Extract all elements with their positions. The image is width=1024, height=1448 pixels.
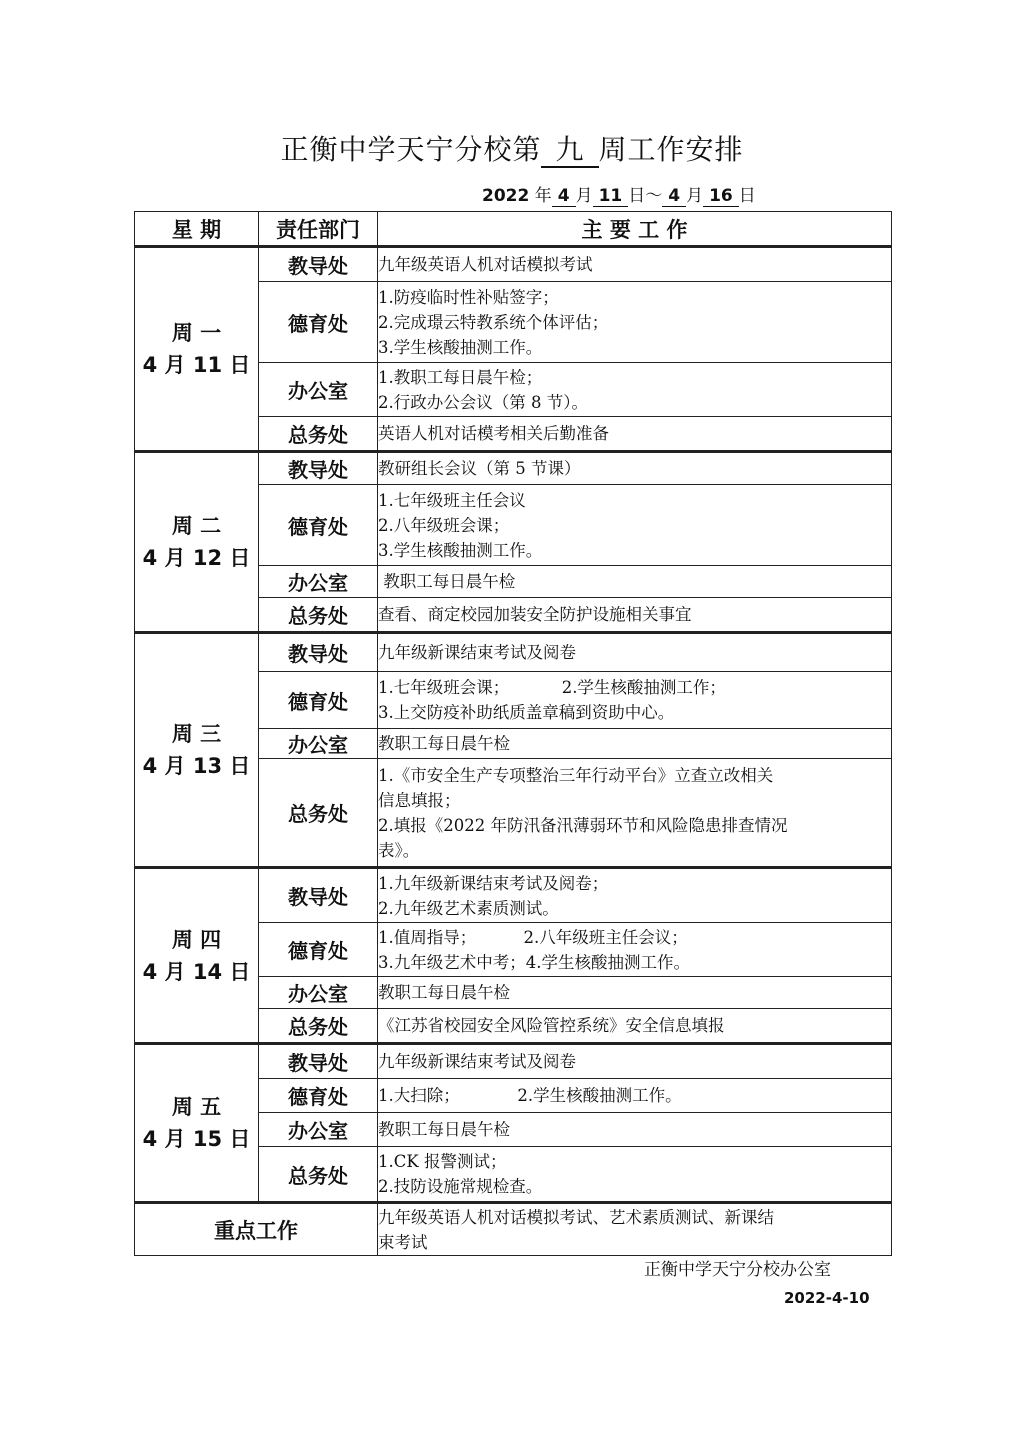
work-line: 1.《市安全生产专项整治三年行动平台》立查立改相关 [378,765,774,785]
dept-cell: 总务处 [259,417,378,452]
work-line: 教职工每日晨午检 [378,572,516,591]
footer-office: 正衡中学天宁分校办公室 [644,1260,831,1280]
work-line: 1.七年级班会课； 2.学生核酸抽测工作； [378,678,726,697]
work-line: 2.填报《2022 年防汛备汛薄弱环节和风险隐患排查情况 [378,815,788,835]
work-cell [378,759,892,868]
work-line: 2.技防设施常规检查。 [378,1177,543,1196]
work-line: 九年级英语人机对话模拟考试 [378,255,593,274]
focus-label: 重点工作 [135,1203,378,1256]
day-date: 4 月 11 日 [142,353,251,377]
day-cell [135,633,259,868]
work-cell [378,977,892,1009]
dept-cell: 办公室 [259,363,378,417]
dept-cell: 总务处 [259,759,378,868]
dept-cell: 总务处 [259,1147,378,1203]
dept-cell: 教导处 [259,633,378,672]
dept-cell: 教导处 [259,247,378,282]
date-day-label: 日～ [628,186,663,206]
work-line: 九年级新课结束考试及阅卷 [378,643,576,662]
table-row [135,1044,892,1079]
dept-cell: 办公室 [259,1113,378,1147]
day-name: 周 五 [171,1095,222,1119]
title-suffix: 周工作安排 [598,133,744,166]
day-date: 4 月 13 日 [142,754,251,778]
day-name: 周 四 [171,927,222,952]
work-cell [378,452,892,485]
header-dept: 责任部门 [259,212,378,247]
work-cell [378,729,892,759]
focus-work [378,1203,892,1256]
work-cell [378,566,892,598]
work-cell [378,417,892,452]
dept-cell: 德育处 [259,672,378,729]
date-start-month: 4 [552,187,576,207]
date-end-month: 4 [662,187,686,207]
work-cell [378,282,892,363]
work-line: 2.完成璟云特教系统个体评估； [378,312,609,332]
work-line: 3.九年级艺术中考；4.学生核酸抽测工作。 [378,952,690,972]
work-cell [378,1147,892,1203]
work-line: 3.上交防疫补助纸质盖章稿到资助中心。 [378,703,675,722]
work-line: 1.值周指导； 2.八年级班主任会议； [378,927,688,947]
focus-row [135,1203,892,1256]
work-line: 教职工每日晨午检 [378,1120,510,1139]
date-start-day: 11 [593,187,629,207]
date-month-label: 月 [686,186,704,206]
title-prefix: 正衡中学天宁分校第 [280,133,542,166]
work-line: 表》。 [378,840,420,860]
dept-cell: 德育处 [259,923,378,977]
footer-date: 2022-4-10 [784,1289,870,1307]
work-line: 2.八年级班会课； [378,515,510,535]
dept-cell: 办公室 [259,977,378,1009]
work-line: 教研组长会议（第 5 节课） [378,459,581,478]
day-cell [135,452,259,633]
work-cell [378,363,892,417]
work-cell [378,247,892,282]
work-line: 英语人机对话模考相关后勤准备 [378,424,609,443]
work-line: 2.九年级艺术素质测试。 [378,898,559,918]
dept-cell: 办公室 [259,566,378,598]
work-line: 九年级新课结束考试及阅卷 [378,1052,576,1071]
date-day-label: 日 [738,186,756,206]
work-line: 3.学生核酸抽测工作。 [378,540,543,560]
day-cell [135,868,259,1044]
work-cell [378,1079,892,1113]
date-year: 2022 [482,186,530,206]
work-cell [378,1009,892,1044]
work-line: 1.七年级班主任会议 [378,490,526,510]
header-day: 星 期 [135,212,259,247]
work-line: 3.学生核酸抽测工作。 [378,337,543,357]
date-month-label: 月 [575,186,593,206]
work-line: 信息填报； [378,790,461,810]
day-cell [135,247,259,452]
work-line: 1.九年级新课结束考试及阅卷； [378,873,609,893]
schedule-table [134,211,892,1256]
table-row [135,868,892,923]
work-cell [378,1113,892,1147]
date-range [482,181,756,207]
work-cell [378,923,892,977]
dept-cell: 德育处 [259,485,378,566]
dept-cell: 总务处 [259,1009,378,1044]
dept-cell: 办公室 [259,729,378,759]
date-year-label: 年 [534,186,552,206]
work-line: 1.CK 报警测试； [378,1152,507,1171]
work-cell [378,598,892,633]
work-cell [378,868,892,923]
table-header-row [135,212,892,247]
dept-cell: 德育处 [259,282,378,363]
focus-work-line: 束考试 [378,1232,428,1252]
work-line: 1.防疫临时性补贴签字； [378,287,559,307]
table-row [135,633,892,672]
work-line: 2.行政办公会议（第 8 节）。 [378,392,588,412]
dept-cell: 教导处 [259,452,378,485]
work-cell [378,1044,892,1079]
page-title [0,128,1024,168]
dept-cell: 教导处 [259,868,378,923]
day-cell [135,1044,259,1203]
day-date: 4 月 15 日 [142,1127,251,1151]
focus-work-line: 九年级英语人机对话模拟考试、艺术素质测试、新课结 [378,1207,774,1227]
day-date: 4 月 14 日 [142,959,251,984]
work-line: 教职工每日晨午检 [378,983,510,1002]
date-end-day: 16 [703,187,739,207]
table-row [135,247,892,282]
title-week-number: 九 [541,134,598,168]
work-line: 1.大扫除； 2.学生核酸抽测工作。 [378,1086,682,1105]
work-line: 《江苏省校园安全风险管控系统》安全信息填报 [378,1016,725,1035]
table-row [135,452,892,485]
work-line: 1.教职工每日晨午检； [378,367,543,387]
work-cell [378,485,892,566]
dept-cell: 教导处 [259,1044,378,1079]
day-name: 周 一 [171,321,222,345]
dept-cell: 总务处 [259,598,378,633]
work-line: 教职工每日晨午检 [378,734,510,753]
day-date: 4 月 12 日 [142,546,251,570]
work-cell [378,633,892,672]
day-name: 周 二 [171,514,222,538]
header-work: 主 要 工 作 [378,212,892,247]
work-cell [378,672,892,729]
day-name: 周 三 [171,722,222,746]
dept-cell: 德育处 [259,1079,378,1113]
work-line: 查看、商定校园加装安全防护设施相关事宜 [378,605,692,624]
